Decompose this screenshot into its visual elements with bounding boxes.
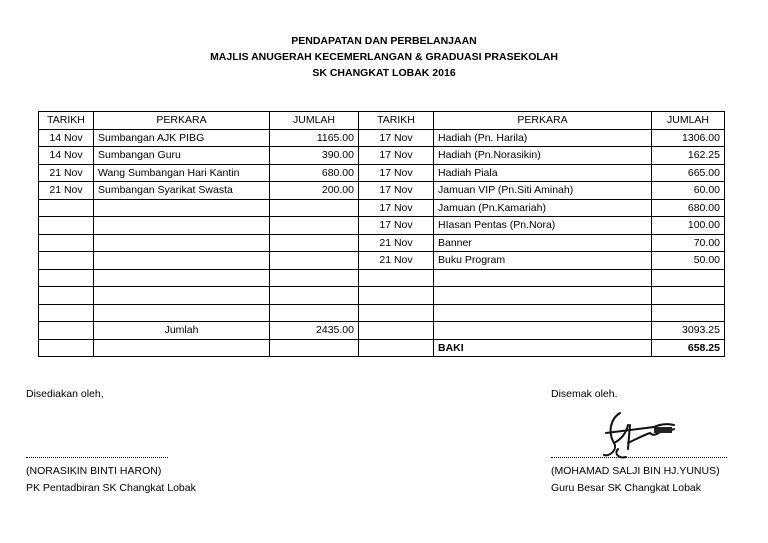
expense-date-cell: 21 Nov — [359, 234, 434, 252]
expense-amount-cell — [652, 287, 725, 305]
income-item-cell: Sumbangan Guru — [94, 147, 270, 165]
expense-date-cell: 21 Nov — [359, 252, 434, 270]
income-date-cell — [39, 287, 94, 305]
totals-row — [39, 322, 725, 340]
income-item-cell — [94, 304, 270, 322]
income-item-cell — [94, 269, 270, 287]
expense-date-cell — [359, 304, 434, 322]
income-amount-cell — [270, 199, 359, 217]
income-item-cell — [94, 252, 270, 270]
table-row — [39, 164, 725, 182]
income-item-cell — [94, 217, 270, 235]
col-header-jumlah: JUMLAH — [652, 112, 725, 130]
expense-amount-cell: 665.00 — [652, 164, 725, 182]
expense-item-cell: Jamuan (Pn.Kamariah) — [434, 199, 652, 217]
col-header-tarikh: TARIKH — [359, 112, 434, 130]
expense-amount-cell — [652, 304, 725, 322]
expense-amount-cell: 1306.00 — [652, 129, 725, 147]
income-amount-cell — [270, 304, 359, 322]
income-date-cell — [39, 199, 94, 217]
preparer-name: (NORASIKIN BINTI HARON) — [26, 465, 162, 477]
income-date-cell — [39, 234, 94, 252]
preparer-title: PK Pentadbiran SK Changkat Lobak — [26, 482, 196, 494]
income-amount-cell: 390.00 — [270, 147, 359, 165]
expense-date-cell: 17 Nov — [359, 147, 434, 165]
expense-date-cell: 17 Nov — [359, 182, 434, 200]
expense-total: 3093.25 — [652, 322, 725, 340]
expense-amount-cell: 680.00 — [652, 199, 725, 217]
expense-item-cell: Hadiah (Pn. Harila) — [434, 129, 652, 147]
expense-amount-cell — [652, 269, 725, 287]
income-amount-cell — [270, 287, 359, 305]
expense-item-cell: Buku Program — [434, 252, 652, 270]
expense-date-cell — [359, 269, 434, 287]
table-row — [39, 129, 725, 147]
income-date-cell — [39, 252, 94, 270]
table-row — [39, 252, 725, 270]
income-amount-cell — [270, 234, 359, 252]
table-row — [39, 147, 725, 165]
table-row — [39, 234, 725, 252]
income-item-cell: Sumbangan AJK PIBG — [94, 129, 270, 147]
ledger-body — [39, 129, 725, 322]
expense-amount-cell: 50.00 — [652, 252, 725, 270]
balance-label: BAKI — [434, 339, 652, 357]
table-row — [39, 304, 725, 322]
checker-title: Guru Besar SK Changkat Lobak — [551, 482, 702, 494]
expense-item-cell: Jamuan VIP (Pn.Siti Aminah) — [434, 182, 652, 200]
income-amount-cell — [270, 217, 359, 235]
expense-amount-cell: 60.00 — [652, 182, 725, 200]
document-header — [0, 33, 768, 81]
income-item-cell: Wang Sumbangan Hari Kantin — [94, 164, 270, 182]
expense-date-cell: 17 Nov — [359, 217, 434, 235]
table-row — [39, 269, 725, 287]
col-header-tarikh: TARIKH — [39, 112, 94, 130]
income-item-cell: Sumbangan Syarikat Swasta — [94, 182, 270, 200]
income-item-cell — [94, 199, 270, 217]
expense-item-cell — [434, 287, 652, 305]
income-amount-cell — [270, 252, 359, 270]
col-header-perkara: PERKARA — [94, 112, 270, 130]
handwritten-signature-icon — [588, 403, 688, 465]
prepared-by-caption: Disediakan oleh, — [26, 388, 104, 400]
signature-line-right — [551, 457, 727, 458]
ledger-table — [38, 111, 725, 357]
income-date-cell — [39, 217, 94, 235]
income-date-cell: 21 Nov — [39, 182, 94, 200]
header-line-2: MAJLIS ANUGERAH KECEMERLANGAN & GRADUASI PRASEKOLAH — [210, 51, 558, 63]
income-date-cell: 21 Nov — [39, 164, 94, 182]
header-line-1: PENDAPATAN DAN PERBELANJAAN — [291, 35, 477, 47]
header-line-3: SK CHANGKAT LOBAK 2016 — [312, 67, 456, 79]
expense-item-cell: Banner — [434, 234, 652, 252]
totals-label: Jumlah — [94, 322, 270, 340]
income-item-cell — [94, 234, 270, 252]
expense-item-cell: Hadiah (Pn.Norasikin) — [434, 147, 652, 165]
header-row — [39, 112, 725, 130]
income-date-cell: 14 Nov — [39, 147, 94, 165]
balance-row — [39, 339, 725, 357]
income-total: 2435.00 — [270, 322, 359, 340]
expense-item-cell: Hadiah Piala — [434, 164, 652, 182]
checker-name: (MOHAMAD SALJI BIN HJ.YUNUS) — [551, 465, 720, 477]
table-row — [39, 182, 725, 200]
income-amount-cell: 200.00 — [270, 182, 359, 200]
expense-date-cell: 17 Nov — [359, 199, 434, 217]
income-date-cell — [39, 269, 94, 287]
expense-amount-cell: 70.00 — [652, 234, 725, 252]
income-amount-cell: 1165.00 — [270, 129, 359, 147]
table-row — [39, 217, 725, 235]
income-item-cell — [94, 287, 270, 305]
table-row — [39, 287, 725, 305]
income-date-cell — [39, 304, 94, 322]
expense-item-cell: HIasan Pentas (Pn.Nora) — [434, 217, 652, 235]
expense-date-cell — [359, 287, 434, 305]
expense-item-cell — [434, 269, 652, 287]
col-header-jumlah: JUMLAH — [270, 112, 359, 130]
table-row — [39, 199, 725, 217]
signature-line-left — [26, 457, 168, 458]
expense-date-cell: 17 Nov — [359, 129, 434, 147]
col-header-perkara: PERKARA — [434, 112, 652, 130]
checked-by-caption: Disemak oleh. — [551, 388, 618, 400]
income-date-cell: 14 Nov — [39, 129, 94, 147]
income-amount-cell — [270, 269, 359, 287]
expense-item-cell — [434, 304, 652, 322]
balance-value: 658.25 — [652, 339, 725, 357]
expense-amount-cell: 162.25 — [652, 147, 725, 165]
expense-date-cell: 17 Nov — [359, 164, 434, 182]
expense-amount-cell: 100.00 — [652, 217, 725, 235]
income-amount-cell: 680.00 — [270, 164, 359, 182]
